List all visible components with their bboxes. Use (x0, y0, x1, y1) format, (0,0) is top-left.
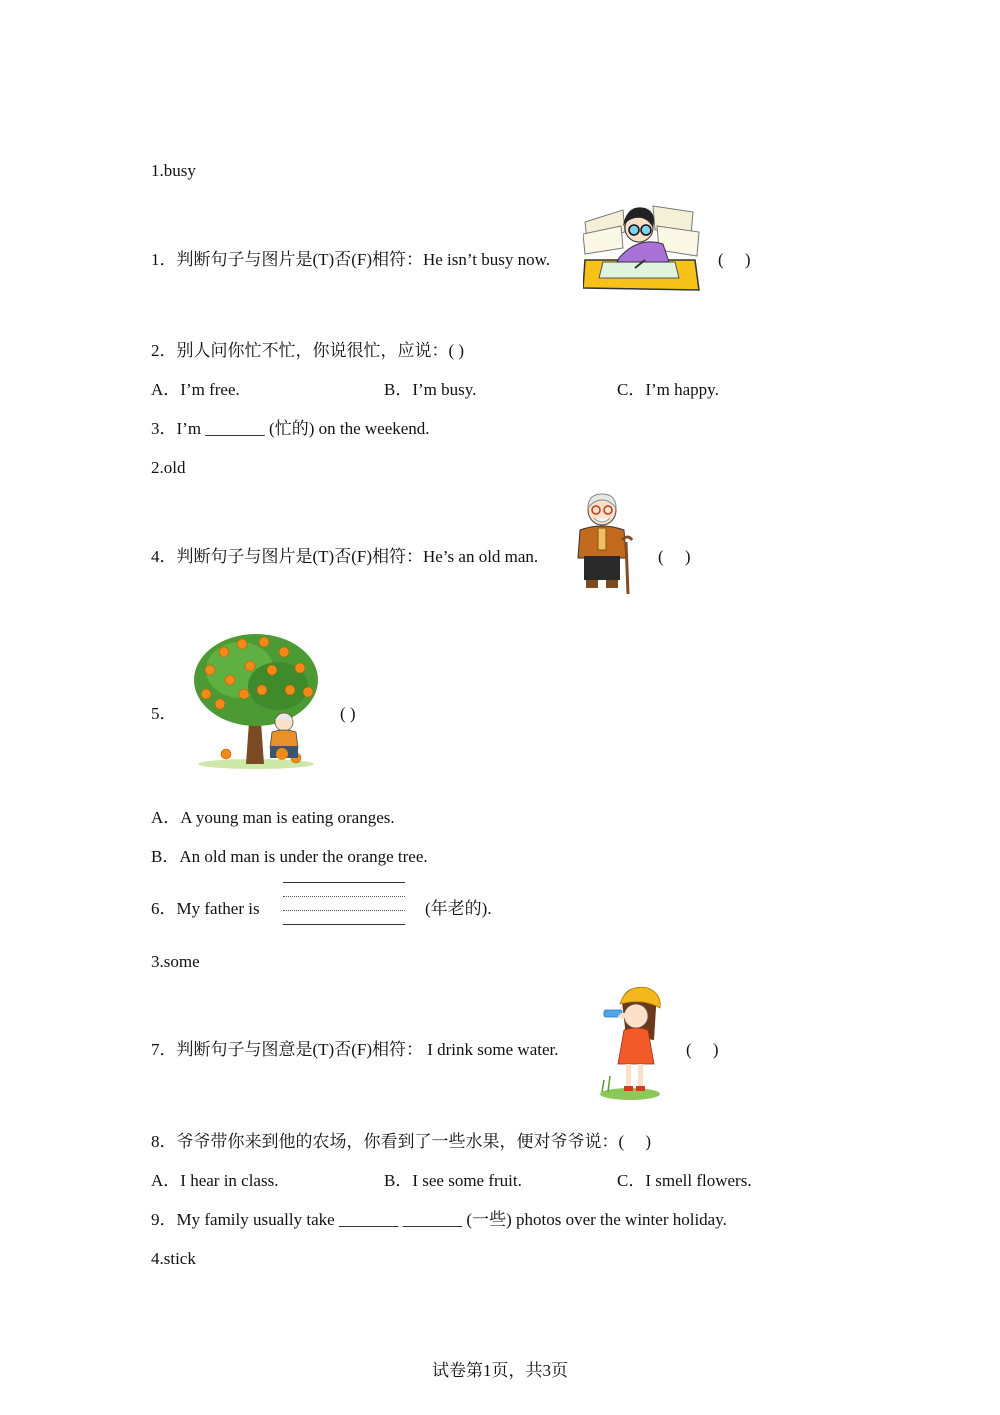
q5-answer-paren[interactable]: ( ) (340, 704, 356, 723)
question-9: 9．My family usually take _______ _______ (一些) photos over the winter holiday. (151, 1210, 727, 1229)
q2-option-a[interactable]: A．I’m free. (151, 380, 240, 399)
section-heading-busy: 1.busy (151, 161, 196, 180)
q2-option-c[interactable]: C．I’m happy. (617, 380, 719, 399)
question-4: 4．判断句子与图片是(T)否(F)相符：He’s an old man. (151, 547, 539, 566)
question-3: 3．I’m _______ (忙的) on the weekend. (151, 419, 430, 438)
page-footer: 试卷第1页，共3页 (432, 1361, 568, 1380)
handwriting-lines[interactable] (283, 872, 405, 928)
orange-tree-picture (190, 630, 322, 770)
q5-option-b[interactable]: B．An old man is under the orange tree. (151, 847, 428, 866)
girl-drinking-water-picture (596, 984, 668, 1102)
question-1: 1．判断句子与图片是(T)否(F)相符：He isn’t busy now. (151, 250, 551, 269)
q5-option-a[interactable]: A．A young man is eating oranges. (151, 808, 395, 827)
question-5-number: 5． (151, 704, 177, 723)
section-heading-old: 2.old (151, 458, 186, 477)
q8-option-b[interactable]: B．I see some fruit. (384, 1171, 522, 1190)
q2-option-b[interactable]: B．I’m busy. (384, 380, 477, 399)
q4-answer-paren[interactable]: ( ) (658, 547, 691, 566)
q8-option-a[interactable]: A．I hear in class. (151, 1171, 279, 1190)
old-man-picture (566, 490, 638, 598)
question-6-prefix: 6．My father is (151, 899, 260, 918)
q7-answer-paren[interactable]: ( ) (686, 1040, 719, 1059)
question-2: 2．别人问你忙不忙，你说很忙，应说：( ) (151, 341, 465, 360)
section-heading-some: 3.some (151, 952, 200, 971)
section-heading-stick: 4.stick (151, 1249, 196, 1268)
q1-answer-paren[interactable]: ( ) (718, 250, 751, 269)
q8-option-c[interactable]: C．I smell flowers. (617, 1171, 752, 1190)
question-6-suffix: (年老的). (425, 899, 492, 918)
question-7: 7．判断句子与图意是(T)否(F)相符： I drink some water. (151, 1040, 559, 1059)
question-8: 8．爷爷带你来到他的农场，你看到了一些水果，便对爷爷说：( ) (151, 1132, 652, 1151)
busy-girl-picture (583, 200, 701, 294)
